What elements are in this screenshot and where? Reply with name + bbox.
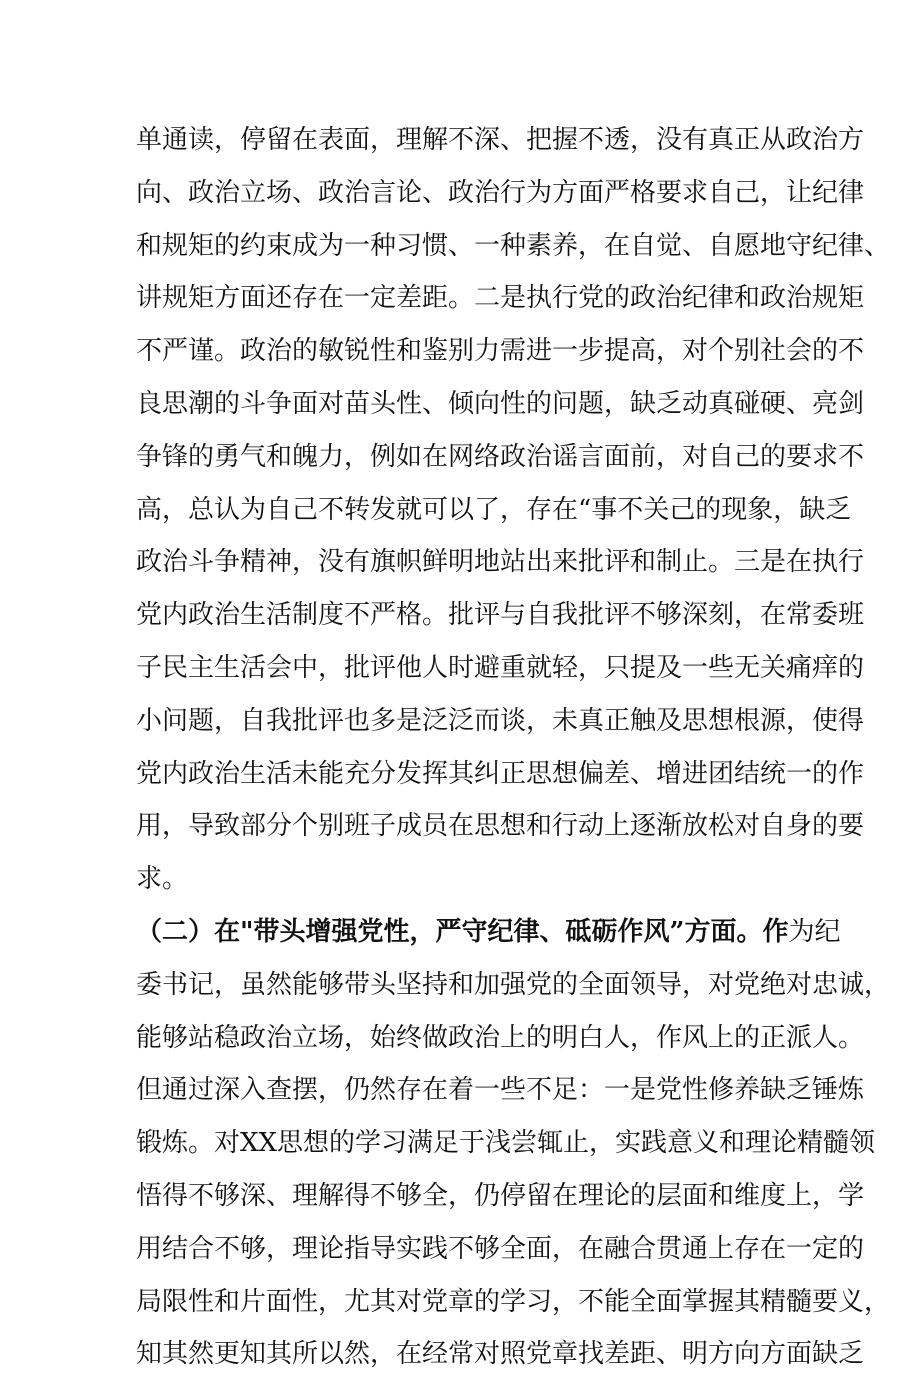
text-line: 用结合不够，理论指导实践不够全面，在融合贯通上存在一定的 (136, 1233, 865, 1264)
text-line: 良思潮的斗争面对苗头性、倾向性的问题，缺乏动真碰硬、亮剑 (136, 388, 865, 419)
text-line: 讲规矩方面还存在一定差距。二是执行党的政治纪律和政治规矩 (136, 283, 865, 314)
text-line: 党内政治生活未能充分发挥其纠正思想偏差、增进团结统一的作 (136, 758, 865, 789)
text-line: 政治斗争精神，没有旗帜鲜明地站出来批评和制止。三是在执行 (136, 547, 865, 578)
text-line: 锻炼。对XX思想的学习满足于浅尝辄止，实践意义和理论精髓领 (136, 1128, 876, 1159)
text-line: 单通读，停留在表面，理解不深、把握不透，没有真正从政治方 (136, 125, 865, 155)
text-line: 不严谨。政治的敏锐性和鉴别力需进一步提高，对个别社会的不 (136, 336, 865, 367)
section-heading: （二）在"带头增强党性，严守纪律、砥砺作风”方面。作 (136, 916, 789, 947)
text-line: 和规矩的约束成为一种习惯、一种素养，在自觉、自愿地守纪律、 (136, 230, 891, 261)
text-line: 悟得不够深、理解得不够全，仍停留在理论的层面和维度上，学 (136, 1180, 865, 1211)
document-body (0, 114, 920, 1381)
text-line: 用，导致部分个别班子成员在思想和行动上逐渐放松对自身的要 (136, 811, 865, 842)
text-line: 委书记，虽然能够带头坚持和加强党的全面领导，对党绝对忠诚， (136, 969, 891, 1000)
text-line: 能够站稳政治立场，始终做政治上的明白人，作风上的正派人。 (136, 1022, 865, 1053)
text-line: 向、政治立场、政治言论、政治行为方面严格要求自己，让纪律 (136, 177, 865, 208)
section-heading-continuation: 为纪 (788, 916, 841, 947)
text-line: 子民主生活会中，批评他人时避重就轻，只提及一些无关痛痒的 (136, 652, 865, 683)
text-line: 党内政治生活制度不严格。批评与自我批评不够深刻，在常委班 (136, 600, 865, 631)
text-line: 求。 (136, 864, 189, 895)
text-line: 高，总认为自己不转发就可以了，存在“事不关己的现象，缺乏 (136, 494, 852, 525)
section-heading-line (136, 906, 841, 959)
text-line: 但通过深入查摆，仍然存在着一些不足：一是党性修养缺乏锤炼 (136, 1075, 865, 1106)
text-line: 小问题，自我批评也多是泛泛而谈，未真正触及思想根源，使得 (136, 705, 865, 736)
text-line: 知其然更知其所以然，在经常对照党章找差距、明方向方面缺乏 (136, 1339, 865, 1370)
text-line: 局限性和片面性，尤其对党章的学习，不能全面掌握其精髓要义， (136, 1286, 891, 1317)
text-line: 争锋的勇气和魄力，例如在网络政治谣言面前，对自己的要求不 (136, 441, 865, 472)
